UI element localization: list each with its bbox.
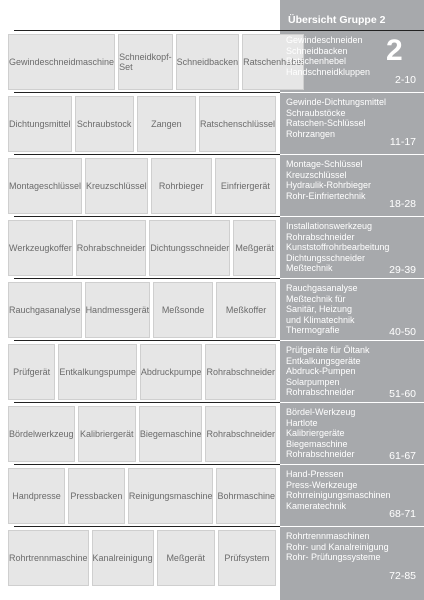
section-row-8	[0, 464, 424, 526]
topic-line: Biegemaschine	[286, 438, 348, 449]
group-title: Übersicht Gruppe 2	[288, 14, 386, 26]
group-header	[280, 0, 424, 30]
row-divider-right	[280, 278, 424, 279]
topic-line: Kameratechnik	[286, 500, 347, 511]
section-topics	[286, 97, 416, 139]
product-image: Schneidkopf-Set	[118, 34, 173, 90]
section-topics	[286, 469, 416, 511]
page-range: 11-17	[389, 136, 416, 148]
product-image: Gewindeschneidmaschine	[8, 34, 115, 90]
topic-line: Schneidbacken	[286, 45, 348, 56]
product-image: Meßkoffer	[216, 282, 276, 338]
topic-line: Kunststoffrohrbearbeitung	[286, 242, 390, 252]
topic-line: Hydraulik-Rohrbieger	[286, 180, 372, 190]
row-divider-right	[280, 340, 424, 341]
page-range: 2-10	[394, 74, 416, 86]
topic-line: Prüfgeräte für Öltank	[286, 345, 370, 355]
product-image: Kanalreinigung	[92, 530, 154, 586]
product-image: Werkzeugkoffer	[8, 220, 73, 276]
section-topics	[286, 159, 416, 201]
section-images	[8, 344, 276, 400]
topic-line: Sanitär, Heizung	[286, 304, 353, 314]
product-image: Ratschenschlüssel	[199, 96, 276, 152]
topic-line: Abdruck-Pumpen	[286, 366, 356, 376]
product-image: Schraubstock	[75, 96, 134, 152]
row-divider-right	[280, 216, 424, 217]
product-image: Schneidbacken	[176, 34, 240, 90]
product-image: Ratschenhebel	[242, 34, 304, 90]
section-images	[8, 406, 276, 462]
topic-line: Meßtechnik für	[286, 293, 346, 304]
topic-line: Press-Werkzeuge	[286, 479, 358, 490]
topic-line: Rohr-Einfriertechnik	[286, 190, 366, 201]
product-image: Rauchgasanalyse	[8, 282, 82, 338]
product-image: Entkalkungspumpe	[58, 344, 137, 400]
topic-line: Rohr- und Kanalreinigung	[286, 541, 389, 552]
section-images	[8, 96, 276, 152]
product-image: Rohrbieger	[151, 158, 212, 214]
topic-line: Installationswerkzeug	[286, 221, 373, 231]
topic-line: Entkalkungsgeräte	[286, 355, 361, 366]
section-topics	[286, 35, 416, 77]
topic-line: Solarpumpen	[286, 376, 340, 387]
section-images	[8, 282, 276, 338]
product-image: Rohrtrennmaschine	[8, 530, 89, 586]
topic-line: Rohrreinigungsmaschinen	[286, 490, 391, 500]
page-range: 18-28	[389, 198, 416, 210]
topic-line: Rohrabschneider	[286, 231, 355, 242]
section-row-3	[0, 154, 424, 216]
topic-line: Dichtungsschneider	[286, 252, 366, 263]
topic-line: Bördel-Werkzeug	[286, 407, 356, 417]
product-image: Bohrmaschine	[216, 468, 276, 524]
page-range: 61-67	[389, 450, 416, 462]
section-images	[8, 158, 276, 214]
product-image: Kreuzschlüssel	[85, 158, 148, 214]
page-range: 51-60	[389, 388, 416, 400]
product-image: Reinigungsmaschine	[128, 468, 214, 524]
topic-line: Rohrtrennmaschinen	[286, 531, 370, 541]
product-image: Abdruckpumpe	[140, 344, 203, 400]
product-image: Dichtungsmittel	[8, 96, 72, 152]
product-image: Bördelwerkzeug	[8, 406, 75, 462]
product-image: Einfriergerät	[215, 158, 276, 214]
row-divider-right	[280, 464, 424, 465]
topic-line: Kalibriergeräte	[286, 428, 345, 438]
product-image: Montageschlüssel	[8, 158, 82, 214]
topic-line: Rauchgasanalyse	[286, 283, 358, 293]
product-image: Kalibriergerät	[78, 406, 136, 462]
section-row-7	[0, 402, 424, 464]
section-row-1	[0, 30, 424, 92]
product-image: Rohrabschneider	[205, 344, 276, 400]
section-images	[8, 220, 276, 276]
product-image: Meßgerät	[157, 530, 215, 586]
topic-line: Handschneidkluppen	[286, 66, 371, 77]
topic-line: Ratschenhebel	[286, 56, 347, 66]
topic-line: Rohrabschneider	[286, 449, 355, 459]
topic-line: Rohr- Prüfungssysteme	[286, 552, 381, 562]
product-image: Handmessgerät	[85, 282, 151, 338]
product-image: Biegemaschine	[139, 406, 203, 462]
topic-line: Gewindeschneiden	[286, 35, 363, 45]
section-images	[8, 34, 304, 90]
section-row-4	[0, 216, 424, 278]
section-images	[8, 530, 276, 586]
topic-line: Montage-Schlüssel	[286, 159, 363, 169]
section-row-9	[0, 526, 424, 600]
topic-line: Gewinde-Dichtungsmittel	[286, 97, 387, 107]
topic-line: Hand-Pressen	[286, 469, 344, 479]
topic-line: Thermografie	[286, 325, 340, 335]
product-image: Meßgerät	[233, 220, 276, 276]
row-divider-right	[280, 154, 424, 155]
product-image: Handpresse	[8, 468, 65, 524]
topic-line: Kreuzschlüssel	[286, 169, 347, 180]
product-image: Meßsonde	[153, 282, 213, 338]
page-range: 72-85	[389, 570, 416, 582]
product-image: Dichtungsschneider	[149, 220, 230, 276]
topic-line: Meßtechnik	[286, 263, 333, 273]
product-image: Prüfsystem	[218, 530, 276, 586]
section-row-6	[0, 340, 424, 402]
row-divider-right	[280, 402, 424, 403]
row-divider	[14, 30, 424, 31]
product-image: Prüfgerät	[8, 344, 55, 400]
section-row-2	[0, 92, 424, 154]
product-image: Zangen	[137, 96, 196, 152]
topic-line: Schraubstöcke	[286, 107, 346, 118]
row-divider-right	[280, 526, 424, 527]
topic-line: und Klimatechnik	[286, 314, 355, 325]
topic-line: Rohrabschneider	[286, 387, 355, 397]
topic-line: Ratschen-Schlüssel	[286, 118, 366, 128]
group-number: 2	[386, 34, 403, 67]
section-row-5	[0, 278, 424, 340]
page-range: 40-50	[389, 326, 416, 338]
row-divider-right	[280, 92, 424, 93]
topic-line: Hartlote	[286, 417, 318, 428]
product-image: Rohrabschneider	[205, 406, 276, 462]
page-range: 29-39	[389, 264, 416, 276]
section-topics	[286, 531, 416, 563]
page-range: 68-71	[389, 508, 416, 520]
section-images	[8, 468, 276, 524]
product-image: Pressbacken	[68, 468, 125, 524]
topic-line: Rohrzangen	[286, 128, 336, 139]
product-image: Rohrabschneider	[76, 220, 147, 276]
